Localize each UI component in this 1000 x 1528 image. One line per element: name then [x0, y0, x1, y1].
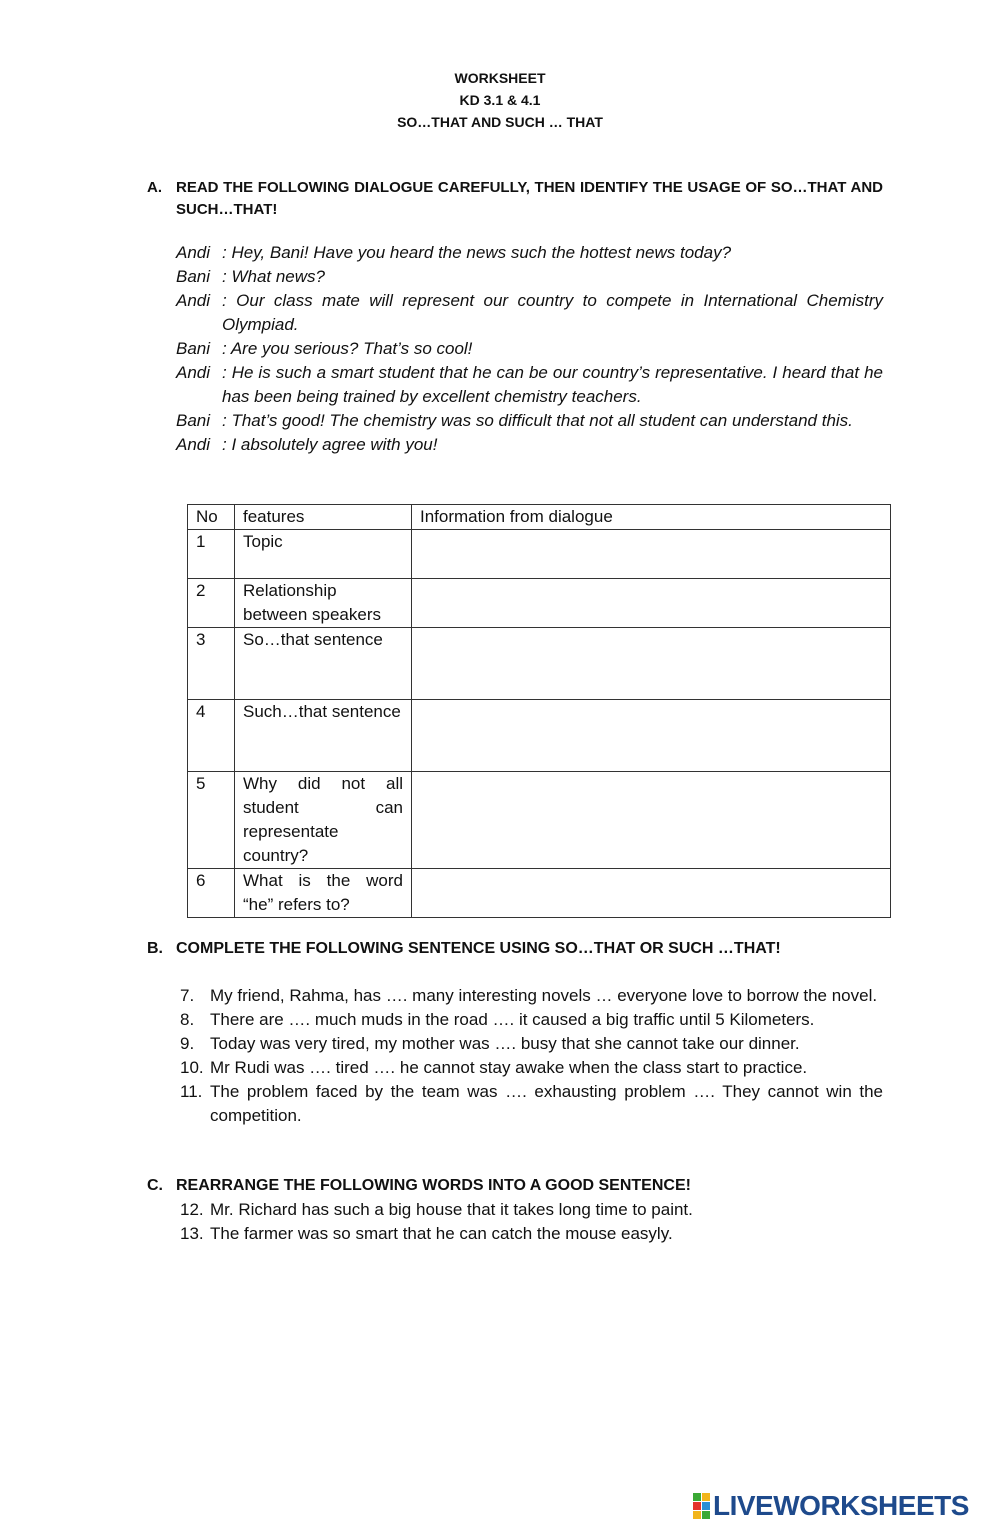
table-row	[188, 869, 891, 918]
worksheet-topic: SO…THAT AND SUCH … THAT	[397, 114, 603, 130]
item-text: There are …. much muds in the road …. it caused a big traffic until 5 Kilometers.	[210, 1010, 815, 1029]
dialogue-text: : He is such a smart student that he can be our country’s representative. I heard that he has been being trained by excellent chemistry teachers.	[222, 363, 883, 406]
dialogue-speaker: Andi	[176, 435, 211, 454]
item-number: 12.	[180, 1200, 204, 1219]
table-row	[188, 579, 891, 628]
item-number: 10.	[180, 1058, 204, 1077]
dialogue-line	[176, 241, 883, 265]
row-answer-cell[interactable]	[412, 700, 891, 772]
dialogue-text: : Our class mate will represent our country to compete in International Chemistry Olympiad.	[222, 291, 883, 334]
section-b-instruction: COMPLETE THE FOLLOWING SENTENCE USING SO…THAT OR SUCH …THAT!	[176, 940, 781, 957]
item-text: My friend, Rahma, has …. many interesting novels … everyone love to borrow the novel.	[210, 986, 878, 1005]
dialogue	[176, 241, 883, 457]
row-answer-cell[interactable]	[412, 869, 891, 918]
table-header-features: features	[235, 505, 412, 530]
row-number: 1	[188, 530, 235, 579]
row-feature: Why did not all student can representate country?	[235, 772, 412, 869]
dialogue-speaker: Bani	[176, 411, 211, 430]
item-text: The problem faced by the team was …. exhausting problem …. They cannot win the competition.	[210, 1082, 883, 1125]
row-number: 2	[188, 579, 235, 628]
dialogue-text: : That’s good! The chemistry was so difficult that not all student can understand this.	[222, 411, 853, 430]
row-answer-cell[interactable]	[412, 628, 891, 700]
dialogue-text: : What news?	[222, 267, 325, 286]
list-item	[180, 1056, 883, 1080]
row-feature: Relationship between speakers	[235, 579, 412, 628]
item-text: Mr. Richard has such a big house that it takes long time to paint.	[210, 1200, 693, 1219]
dialogue-line	[176, 265, 883, 289]
row-answer-cell[interactable]	[412, 772, 891, 869]
dialogue-line	[176, 433, 883, 457]
dialogue-text: : I absolutely agree with you!	[222, 435, 438, 454]
liveworksheets-logo-text: LIVEWORKSHEETS	[713, 1490, 969, 1521]
row-number: 6	[188, 869, 235, 918]
dialogue-speaker: Bani	[176, 339, 211, 358]
table-row	[188, 530, 891, 579]
dialogue-speaker: Bani	[176, 267, 211, 286]
section-b-list	[180, 984, 883, 1128]
worksheet-title: WORKSHEET	[454, 70, 546, 86]
table-row	[188, 628, 891, 700]
row-feature: What is the word “he” refers to?	[235, 869, 412, 918]
dialogue-speaker: Andi	[176, 363, 211, 382]
dialogue-line	[176, 409, 883, 433]
dialogue-speaker: Andi	[176, 243, 211, 262]
section-a-heading	[147, 177, 883, 221]
table-header-info: Information from dialogue	[412, 505, 891, 530]
row-number: 4	[188, 700, 235, 772]
list-item	[180, 984, 883, 1008]
table-row	[188, 772, 891, 869]
section-a-instruction: READ THE FOLLOWING DIALOGUE CAREFULLY, THEN IDENTIFY THE USAGE OF SO…THAT AND SUCH…THAT!	[176, 179, 883, 218]
features-table	[187, 504, 891, 918]
worksheet-code: KD 3.1 & 4.1	[459, 92, 541, 108]
item-number: 8.	[180, 1010, 195, 1029]
section-c-heading	[147, 1175, 883, 1197]
list-item	[180, 1198, 883, 1222]
section-a-letter: A.	[147, 179, 162, 196]
item-number: 13.	[180, 1224, 204, 1243]
list-item	[180, 1032, 883, 1056]
section-b-heading	[147, 938, 883, 960]
section-c-instruction: REARRANGE THE FOLLOWING WORDS INTO A GOOD SENTENCE!	[176, 1177, 691, 1194]
row-answer-cell[interactable]	[412, 579, 891, 628]
item-number: 9.	[180, 1034, 195, 1053]
dialogue-speaker: Andi	[176, 291, 211, 310]
section-c-letter: C.	[147, 1177, 163, 1194]
row-feature: Such…that sentence	[235, 700, 412, 772]
list-item	[180, 1008, 883, 1032]
dialogue-line	[176, 337, 883, 361]
section-b-letter: B.	[147, 940, 163, 957]
item-text: The farmer was so smart that he can catch the mouse easyly.	[210, 1224, 673, 1243]
section-c-list	[180, 1198, 883, 1246]
table-header-row	[188, 505, 891, 530]
row-answer-cell[interactable]	[412, 530, 891, 579]
row-number: 3	[188, 628, 235, 700]
table-row	[188, 700, 891, 772]
item-text: Today was very tired, my mother was …. busy that she cannot take our dinner.	[210, 1034, 800, 1053]
row-number: 5	[188, 772, 235, 869]
dialogue-text: : Are you serious? That’s so cool!	[222, 339, 473, 358]
list-item	[180, 1080, 883, 1128]
item-number: 7.	[180, 986, 195, 1005]
dialogue-line	[176, 289, 883, 337]
dialogue-line	[176, 361, 883, 409]
dialogue-text: : Hey, Bani! Have you heard the news such the hottest news today?	[222, 243, 732, 262]
liveworksheets-logo-icon	[693, 1493, 710, 1519]
liveworksheets-logo[interactable]	[693, 1490, 969, 1522]
row-feature: Topic	[235, 530, 412, 579]
item-number: 11.	[180, 1082, 203, 1101]
item-text: Mr Rudi was …. tired …. he cannot stay awake when the class start to practice.	[210, 1058, 808, 1077]
table-header-no: No	[188, 505, 235, 530]
row-feature: So…that sentence	[235, 628, 412, 700]
list-item	[180, 1222, 883, 1246]
